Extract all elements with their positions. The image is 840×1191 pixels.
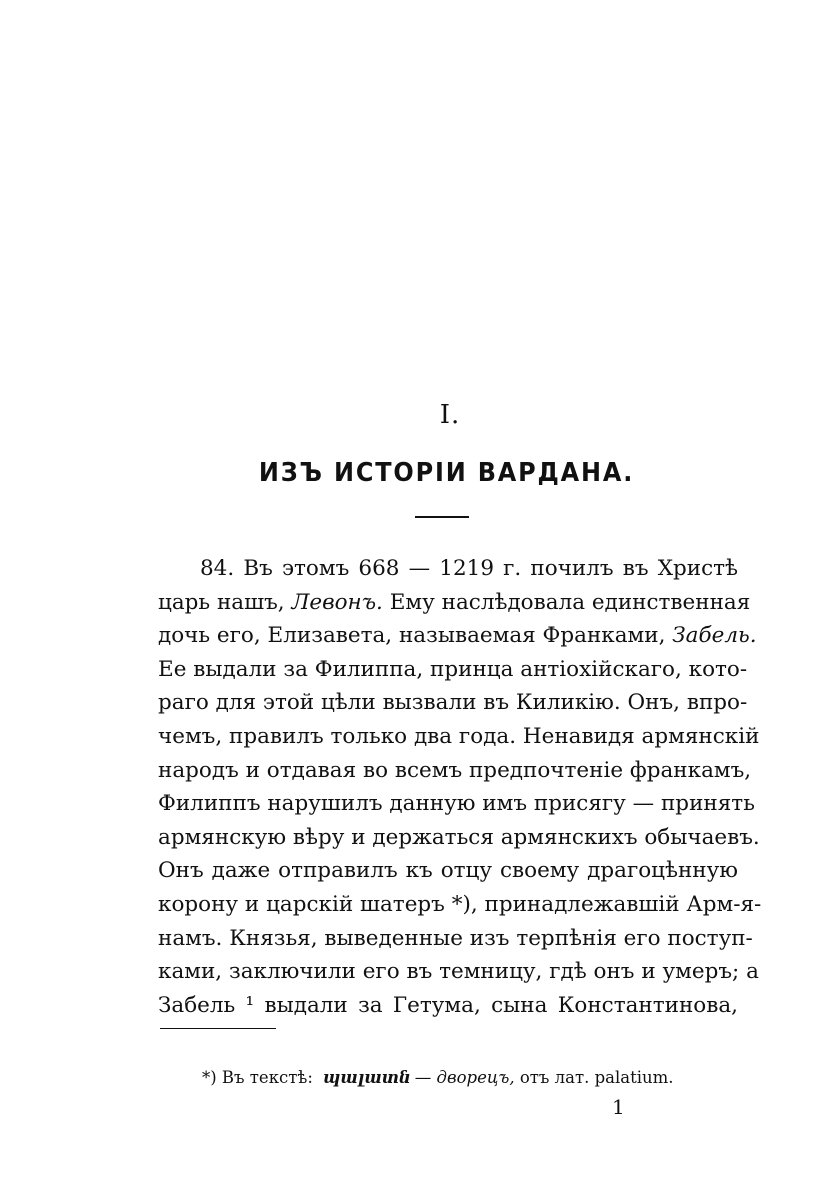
- text-line: 84. Въ этомъ 668 — 1219 г. почилъ въ Христѣ: [200, 556, 738, 581]
- text-line: намъ. Князья, выведенные изъ терпѣнія его поступ-: [158, 925, 753, 951]
- text-line: Филиппъ нарушилъ данную имъ присягу — принять: [158, 791, 755, 817]
- text-line: дочь его, Елизавета, называемая Франками, Забель.: [158, 623, 757, 649]
- chapter-number: I.: [439, 400, 461, 430]
- text-line: армянскую вѣру и держаться армянскихъ обычаевъ.: [158, 824, 760, 850]
- footnote-mark: *) Въ текстѣ:: [202, 1068, 313, 1087]
- text-line: Онъ даже отправилъ къ отцу своему драгоцѣнную: [158, 858, 738, 884]
- text-line: раго для этой цѣли вызвали въ Киликію. Онъ, впро-: [158, 690, 748, 716]
- body-paragraph: [158, 552, 762, 1022]
- text-line: ками, заключили его въ темницу, гдѣ онъ и умеръ; а: [158, 959, 759, 985]
- footnote-gloss: — дворецъ,: [414, 1068, 515, 1087]
- text-line: корону и царскій шатеръ *), принадлежавшій Арм-я-: [158, 891, 762, 917]
- text-line: Ее выдали за Филиппа, принца антіохійскаго, кото-: [158, 656, 748, 682]
- text-line: чемъ, правилъ только два года. Ненавидя армянскій: [158, 723, 760, 749]
- chapter-title: ИЗЪ ИСТОРІИ ВАРДАНА.: [258, 458, 635, 488]
- footnote-armenian-word: պալատն: [322, 1068, 411, 1087]
- title-divider: [415, 516, 469, 518]
- text-line: Забель ¹ выдали за Гетума, сына Константинова,: [158, 992, 738, 1018]
- footnote: [202, 1068, 674, 1087]
- text-line: царь нашъ, Левонъ. Ему наслѣдовала единственная: [158, 589, 751, 615]
- footnote-divider: [160, 1028, 276, 1029]
- footnote-tail: отъ лат. palatium.: [519, 1068, 674, 1087]
- text-line: народъ и отдавая во всемъ предпочтеніе франкамъ,: [158, 757, 752, 783]
- page-number: 1: [612, 1095, 625, 1119]
